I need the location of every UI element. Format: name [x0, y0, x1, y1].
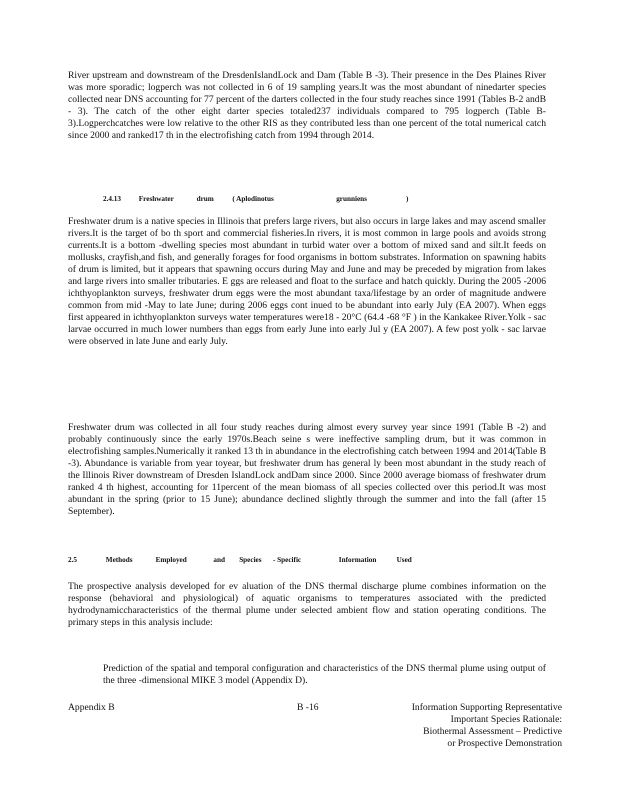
footer-appendix-label: Appendix B: [68, 702, 115, 713]
freshwater-drum-collection-paragraph: Freshwater drum was collected in all four study reaches during almost every survey year since 1991 (Table B -2) and probably continuously since the early 1970s.Beach seine s were ineffective sampling drum, but it was common in electrofishing samples.Numerically it ranked 13 th in abundance in the electrofishing catch between 1994 and 2014(Table B -3). Abundance is variable from year toyear, but freshwater drum has general ly been most abundant in the study reach of the Illinois River downstream of Dresden IslandLock andDam since 2000. Since 2000 average biomass of freshwater drum ranked 4 th highest, accounting for 11percent of the mean biomass of all species collected over this period.It was most abundant in the spring (prior to 15 June); abundance declined slightly through the summer and into the fall (after 15 September).: [68, 422, 546, 517]
footer-document-title: [362, 702, 562, 750]
section-heading-freshwater-drum: [103, 195, 408, 203]
heading-word: - Specific: [272, 556, 302, 564]
heading-word: Freshwater: [138, 195, 174, 203]
footer-title-line: Biothermal Assessment – Predictive: [423, 726, 562, 737]
section-number: 2.5: [68, 556, 77, 564]
heading-word: drum: [196, 195, 214, 203]
prospective-analysis-paragraph: The prospective analysis developed for ev aluation of the DNS thermal discharge plume combines information on the response (behavioral and physiological) of aquatic organisms to temperatures associated with the predicted hydrodynamiccharacteristics of the thermal plume under selected ambient flow and station operating conditions. The primary steps in this analysis include:: [68, 581, 546, 628]
heading-word: and: [213, 556, 225, 564]
heading-word: ( Aplodinotus: [232, 195, 274, 203]
heading-word: grunniens: [336, 195, 367, 203]
footer-title-line: Important Species Rationale:: [450, 714, 562, 725]
footer-title-line: Information Supporting Representative: [411, 702, 562, 713]
section-number: 2.4.13: [103, 195, 121, 203]
heading-word: Information: [338, 556, 377, 564]
freshwater-drum-life-history-paragraph: Freshwater drum is a native species in Illinois that prefers large rivers, but also occurs in large lakes and may ascend smaller rivers.It is the target of bo th sport and commercial fisheries.In rivers, it is most common in large pools and avoids strong currents.It is a bottom -dwelling species most abundant in turbid water over a bottom of mixed sand and silt.It feeds on mollusks, crayfish,and fish, and generally forages for food organisms in bottom substrates. Information on spawning habits of drum is limited, but it appears that spawning occurs during May and June and may be preceded by migration from lakes and large rivers into smaller tributaries. E ggs are released and float to the surface and hatch quickly. During the 2005 -2006 ichthyoplankton surveys, freshwater drum eggs were the most abundant taxa/lifestage by an order of magnitude andwere common from mid -May to late June; during 2006 eggs cont inued to be abundant into early July (EA 2007). When eggs first appeared in ichthyoplankton surveys water temperatures were18 - 20°C (64.4 -68 °F ) in the Kankakee River.Yolk - sac larvae occurred in much lower numbers than eggs from early June into early Jul y (EA 2007). A few post yolk - sac larvae were observed in late June and early July.: [68, 216, 546, 347]
section-heading-methods: [68, 556, 412, 564]
logperch-summary-paragraph: River upstream and downstream of the DresdenIslandLock and Dam (Table B -3). Their presence in the Des Plaines River was more sporadic; logperch was not collected in 6 of 19 sampling years.It was the most abundant of ninedarter species collected near DNS accounting for 77 percent of the darters collected in the four study reaches since 1991 (Tables B-2 andB - 3). The catch of the other eight darter species totaled237 individuals compared to 795 logperch (Table B-3).Logperchcatches were low relative to the other RIS as they contributed less than one percent of the total numerical catch since 2000 and ranked17 th in the electrofishing catch from 1994 through 2014.: [68, 70, 546, 141]
footer-title-line: or Prospective Demonstration: [447, 738, 562, 749]
heading-word: Used: [396, 556, 412, 564]
heading-word: ): [405, 195, 409, 203]
heading-word: Methods: [105, 556, 133, 564]
bullet-item-plume-prediction: Prediction of the spatial and temporal configuration and characteristics of the DNS thermal plume using output of the three -dimensional MIKE 3 model (Appendix D).: [103, 663, 546, 686]
heading-word: Employed: [155, 556, 187, 564]
heading-word: Species: [239, 556, 262, 564]
footer-page-number: B -16: [297, 702, 319, 713]
